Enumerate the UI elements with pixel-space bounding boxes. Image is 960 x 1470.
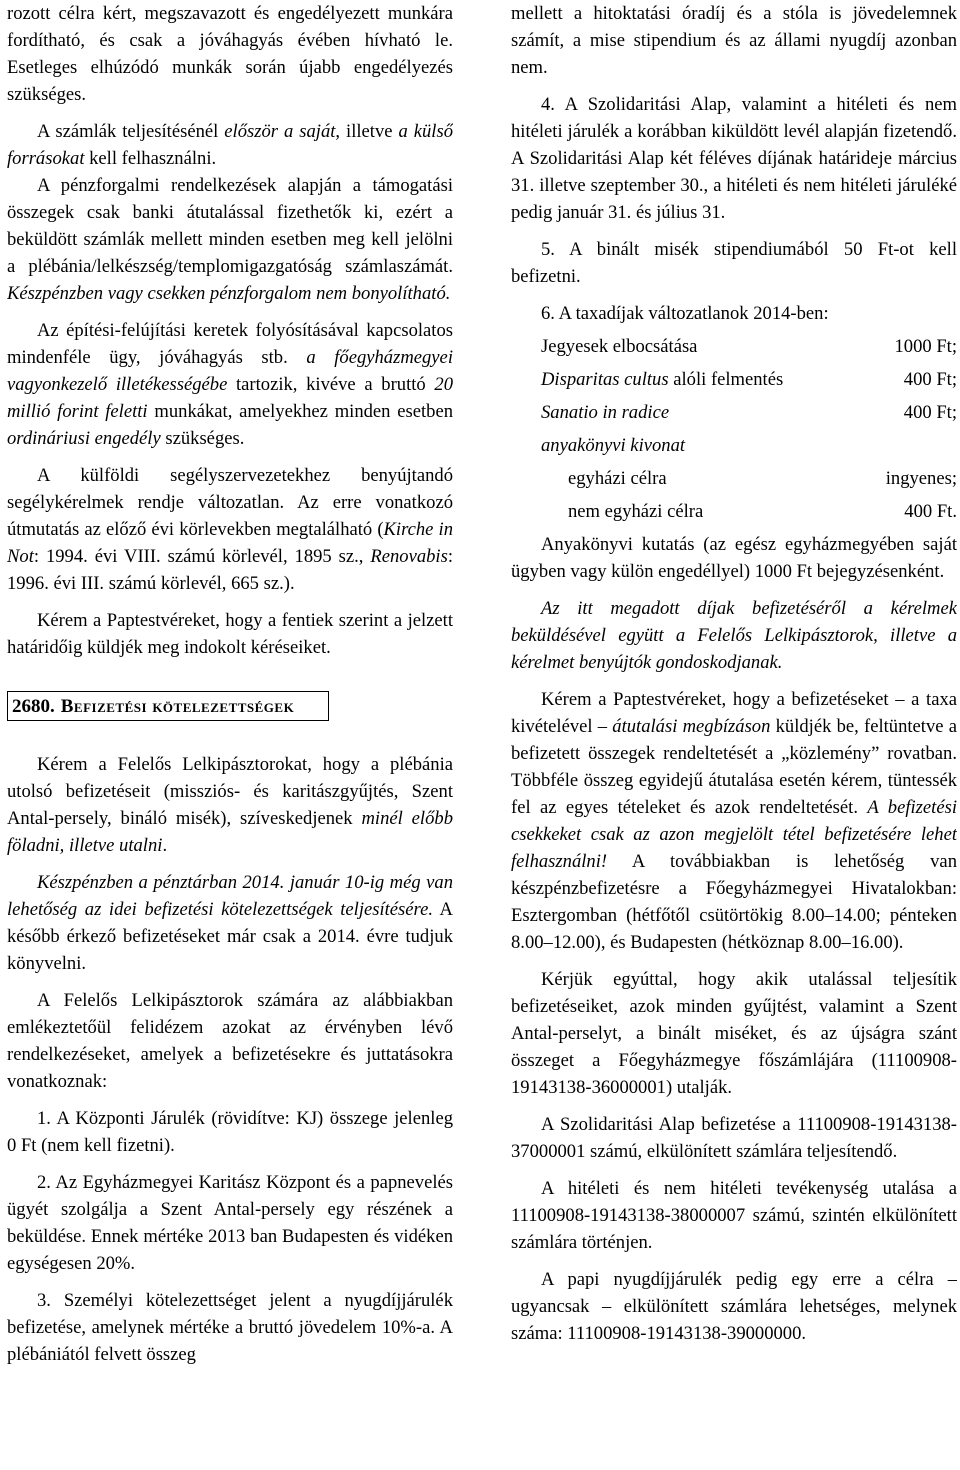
kerem-paragraph-2: Kérem a Paptestvéreket, hogy a befizetéseket – a taxa kivételével – átutalási megbízáson küldjék be, feltüntetve a befizetett összegek rendeltetését a „közlemény” rovatban. Többféle összeg egyidejű átutalása esetén kérem, tüntessék fel az egyes tételeket és azok rendeltetését. A befizetési csekkeket csak az azon megjelölt tétel befizetésére lehet felhasználni! A továbbiakban is lehetőség van készpénzbefizetésre a Főegyházmegyei Hivatalokban: Esztergomban (hétfőtől csütörtökig 8.00–14.00; pénteken 8.00–12.00), és Budapesten (hétköznap 8.00–16.00).	[511, 689, 957, 953]
fee-row	[511, 465, 957, 498]
fee-row	[511, 366, 957, 399]
alabbi-paragraph: A Felelős Lelkipásztorok számára az alábbiakban emlékeztetőül felidézem azokat az érvényben lévő rendelkezéseket, amelyek a befizetésekre és juttatásokra vonatkoznak:	[7, 990, 453, 1092]
fee-name: Disparitas cultus alóli felmentés	[541, 369, 784, 390]
list-item-4: 4. A Szolidaritási Alap, valamint a hitéleti és nem hitéleti járulék a korábban kiküldött levél alapján fizetendő. A Szolidaritási Alap két féléves díjának határideje március 31. illetve szeptember 30., a hitéleti és nem hitéleti járuléké pedig január 31. és július 31.	[511, 94, 957, 223]
fee-name: nem egyházi célra	[568, 501, 704, 522]
kulfoldi-paragraph: A külföldi segélyszervezetekhez benyújtandó segélykérelmek rendje változatlan. Az erre vonatkozó útmutatás az előző évi körlevekben megtalálható (Kirche in Not: 1994. évi VIII. számú körlevél, 1895 sz., Renovabis: 1996. évi III. számú körlevél, 665 sz.).	[7, 465, 453, 594]
list-item-1: 1. A Központi Járulék (rövidítve: KJ) összege jelenleg 0 Ft (nem kell fizetni).	[7, 1108, 453, 1156]
intro-paragraph: rozott célra kért, megszavazott és engedélyezett munkára fordítható, és csak a jóváhagyás évében hívható le. Esetleges elhúzódó munkák során újabb engedélyezés szükséges.	[7, 3, 453, 105]
right-column	[511, 0, 957, 1470]
anyakonyvi-paragraph: Anyakönyvi kutatás (az egész egyházmegyében saját ügyben vagy külön engedéllyel) 1000 Ft bejegyzésenként.	[511, 534, 957, 582]
fee-row	[511, 432, 957, 465]
section-title: Befizetési kötelezettségek	[60, 695, 295, 717]
papi-paragraph: A papi nyugdíjjárulék pedig egy erre a célra – ugyancsak – elkülönített számlára lehetséges, melynek száma: 11100908-19143138-39000000.	[511, 1269, 957, 1344]
fee-row	[511, 333, 957, 366]
szamlak-paragraph: A számlák teljesítésénél először a saját, illetve a külső forrásokat kell felhasználni.	[7, 121, 453, 169]
felelos-paragraph: Kérem a Felelős Lelkipásztorokat, hogy a plébánia utolsó befizetéseit (missziós- és karitászgyűjtés, Szent Antal-persely, bináló misék), szíveskedjenek minél előbb föladni, illetve utalni.	[7, 754, 453, 856]
szolidaritasi-paragraph: A Szolidaritási Alap befizetése a 11100908-19143138-37000001 számú, elkülönített számlára teljesítendő.	[511, 1114, 957, 1162]
keszpenz-paragraph: Készpénzben a pénztárban 2014. január 10-ig még van lehetőség az idei befizetési kötelezettségek teljesítésére. A később érkező befizetéseket már csak a 2014. évre tudjuk könyvelni.	[7, 872, 453, 974]
continued-paragraph: mellett a hitoktatási óradíj és a stóla is jövedelemnek számít, a mise stipendium és az állami nyugdíj azonban nem.	[511, 3, 957, 78]
fee-value: 1000 Ft;	[894, 336, 957, 357]
fee-row	[511, 498, 957, 531]
fee-row	[511, 399, 957, 432]
list-item-3: 3. Személyi kötelezettséget jelent a nyugdíjjárulék befizetése, amelynek mértéke a bruttó jövedelem 10%-a. A plébániától felvett összeg	[7, 1290, 453, 1365]
section-heading	[7, 691, 329, 721]
fee-name: anyakönyvi kivonat	[541, 435, 686, 456]
list-item-6: 6. A taxadíjak változatlanok 2014-ben:	[541, 303, 829, 324]
list-item-5: 5. A binált misék stipendiumából 50 Ft-ot kell befizetni.	[511, 239, 957, 287]
fee-value	[864, 432, 957, 465]
fee-table	[511, 333, 957, 531]
epitesi-paragraph: Az építési-felújítási keretek folyósításával kapcsolatos mindenféle ügy, jóváhagyás stb. a főegyházmegyei vagyonkezelő illetékességébe tartozik, kivéve a bruttó 20 millió forint feletti munkákat, amelyekhez minden esetben ordináriusi engedély szükséges.	[7, 320, 453, 449]
fee-name: Jegyesek elbocsátása	[541, 336, 698, 357]
fee-value: 400 Ft;	[903, 369, 957, 390]
kerem-paragraph: Kérem a Paptestvéreket, hogy a fentiek szerint a jelzett határidőig küldjék meg indokolt kéréseiket.	[7, 610, 453, 658]
fee-value: 400 Ft;	[903, 402, 957, 423]
fee-value: ingyenes;	[885, 468, 957, 489]
hiteleti-paragraph: A hitéleti és nem hitéleti tevékenység utalása a 11100908-19143138-38000007 számú, szintén elkülönített számlára történjen.	[511, 1178, 957, 1253]
fee-name: egyházi célra	[568, 468, 667, 489]
fee-value: 400 Ft.	[904, 501, 957, 522]
list-item-2: 2. Az Egyházmegyei Karitász Központ és a papnevelés ügyét szolgálja a Szent Antal-persely egy részének a beküldése. Ennek mértéke 2013 ban Budapesten és vidéken egységesen 20%.	[7, 1172, 453, 1274]
left-column	[7, 0, 453, 1470]
itt-paragraph: Az itt megadott díjak befizetéséről a kérelmek beküldésével együtt a Felelős Lelkipásztorok, illetve a kérelmet benyújtók gondoskodjanak.	[511, 598, 957, 673]
section-number: 2680.	[12, 695, 55, 717]
kerjuk-paragraph: Kérjük egyúttal, hogy akik utalással teljesítik befizetéseiket, azok minden gyűjtést, valamint a Szent Antal-perselyt, a binált miséket, és az újságra szánt összeget a Főegyházmegye főszámlájára (11100908-19143138-36000001) utalják.	[511, 969, 957, 1098]
fee-name: Sanatio in radice	[541, 402, 670, 423]
penzforgalmi-paragraph: A pénzforgalmi rendelkezések alapján a támogatási összegek csak banki átutalással fizethetők ki, ezért a beküldött számlák mellett minden esetben meg kell jelölni a plébánia/lelkészség/templomigazgatóság számlaszámát. Készpénzben vagy csekken pénzforgalom nem bonyolítható.	[7, 175, 453, 304]
